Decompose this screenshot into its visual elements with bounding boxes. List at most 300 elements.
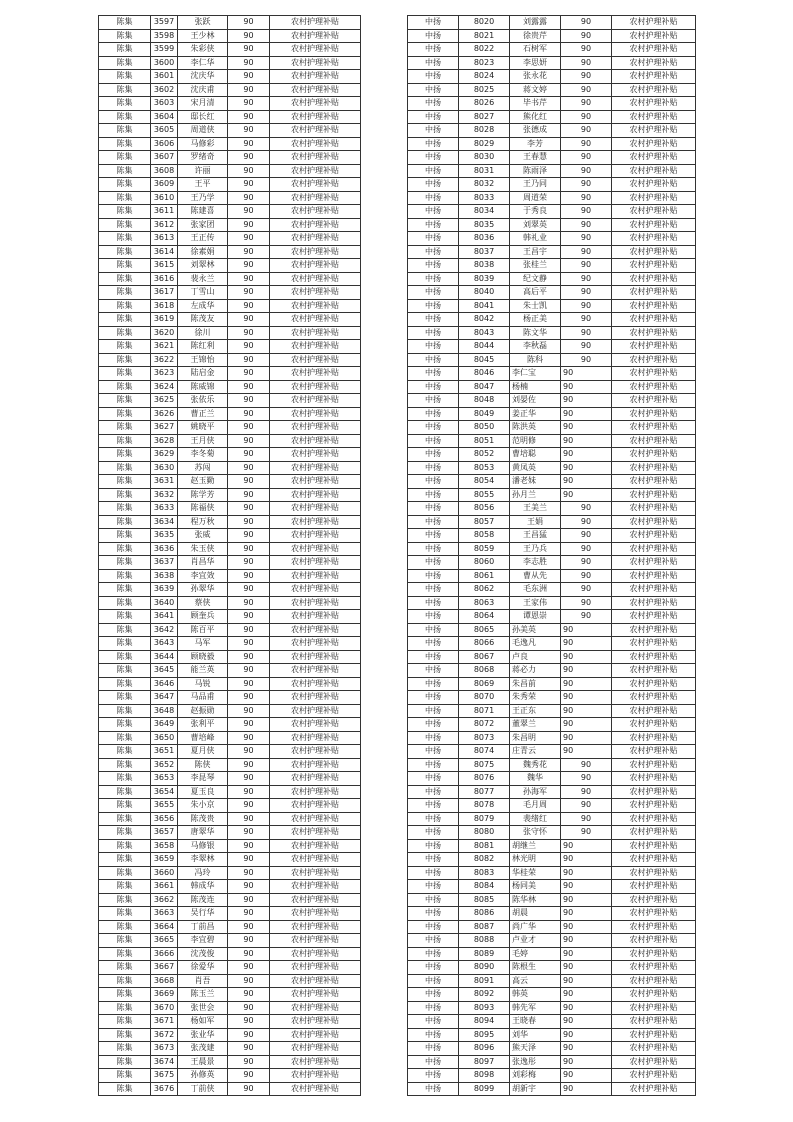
village-cell: 中扬 xyxy=(408,137,459,151)
type-cell: 农村护理补贴 xyxy=(270,97,361,111)
id-cell: 8078 xyxy=(459,799,510,813)
id-cell: 3607 xyxy=(151,151,178,165)
table-row xyxy=(99,475,361,489)
id-cell: 8038 xyxy=(459,259,510,273)
village-cell: 中扬 xyxy=(408,313,459,327)
type-cell: 农村护理补贴 xyxy=(270,596,361,610)
type-cell: 农村护理补贴 xyxy=(612,1069,696,1083)
name-cell: 邸长红 xyxy=(178,110,228,124)
village-cell: 陈集 xyxy=(99,421,151,435)
table-row xyxy=(408,110,696,124)
name-cell: 苏闯 xyxy=(178,461,228,475)
village-cell: 中扬 xyxy=(408,488,459,502)
type-cell: 农村护理补贴 xyxy=(270,137,361,151)
name-cell: 张利平 xyxy=(178,718,228,732)
amount-cell: 90 xyxy=(561,907,612,921)
name-cell: 丁前侠 xyxy=(178,1082,228,1096)
name-cell: 罗绪奇 xyxy=(178,151,228,165)
id-cell: 8021 xyxy=(459,29,510,43)
type-cell: 农村护理补贴 xyxy=(270,178,361,192)
type-cell: 农村护理补贴 xyxy=(612,137,696,151)
amount-cell: 90 xyxy=(561,515,612,529)
amount-cell: 90 xyxy=(561,313,612,327)
amount-cell: 90 xyxy=(228,83,270,97)
village-cell: 中扬 xyxy=(408,434,459,448)
table-row xyxy=(408,367,696,381)
id-cell: 3613 xyxy=(151,232,178,246)
id-cell: 3611 xyxy=(151,205,178,219)
village-cell: 陈集 xyxy=(99,596,151,610)
table-row xyxy=(408,596,696,610)
name-cell: 马品甫 xyxy=(178,691,228,705)
table-row xyxy=(408,758,696,772)
name-cell: 顾奎兵 xyxy=(178,610,228,624)
table-row xyxy=(99,812,361,826)
village-cell: 陈集 xyxy=(99,70,151,84)
table-row xyxy=(99,758,361,772)
name-cell: 刘华 xyxy=(510,1028,561,1042)
type-cell: 农村护理补贴 xyxy=(612,326,696,340)
name-cell: 韩礼业 xyxy=(510,232,561,246)
village-cell: 中扬 xyxy=(408,394,459,408)
id-cell: 3660 xyxy=(151,866,178,880)
village-cell: 陈集 xyxy=(99,866,151,880)
name-cell: 朱昌明 xyxy=(510,731,561,745)
table-row xyxy=(99,56,361,70)
type-cell: 农村护理补贴 xyxy=(612,407,696,421)
type-cell: 农村护理补贴 xyxy=(612,799,696,813)
table-row xyxy=(99,434,361,448)
name-cell: 朱玉侠 xyxy=(178,542,228,556)
village-cell: 中扬 xyxy=(408,272,459,286)
amount-cell: 90 xyxy=(561,394,612,408)
amount-cell: 90 xyxy=(561,70,612,84)
type-cell: 农村护理补贴 xyxy=(612,394,696,408)
id-cell: 8046 xyxy=(459,367,510,381)
village-cell: 中扬 xyxy=(408,1015,459,1029)
amount-cell: 90 xyxy=(228,839,270,853)
amount-cell: 90 xyxy=(561,1015,612,1029)
name-cell: 陈玉兰 xyxy=(178,988,228,1002)
type-cell: 农村护理补贴 xyxy=(612,853,696,867)
village-cell: 中扬 xyxy=(408,691,459,705)
amount-cell: 90 xyxy=(228,812,270,826)
id-cell: 8060 xyxy=(459,556,510,570)
name-cell: 朱彩侠 xyxy=(178,43,228,57)
amount-cell: 90 xyxy=(561,16,612,30)
village-cell: 中扬 xyxy=(408,1001,459,1015)
type-cell: 农村护理补贴 xyxy=(270,839,361,853)
amount-cell: 90 xyxy=(228,380,270,394)
type-cell: 农村护理补贴 xyxy=(270,893,361,907)
amount-cell: 90 xyxy=(561,826,612,840)
village-cell: 陈集 xyxy=(99,677,151,691)
name-cell: 徐川 xyxy=(178,326,228,340)
id-cell: 8098 xyxy=(459,1069,510,1083)
name-cell: 陈百平 xyxy=(178,623,228,637)
amount-cell: 90 xyxy=(228,1001,270,1015)
type-cell: 农村护理补贴 xyxy=(270,259,361,273)
id-cell: 8054 xyxy=(459,475,510,489)
village-cell: 陈集 xyxy=(99,502,151,516)
name-cell: 孙修英 xyxy=(178,1069,228,1083)
id-cell: 8080 xyxy=(459,826,510,840)
village-cell: 陈集 xyxy=(99,961,151,975)
type-cell: 农村护理补贴 xyxy=(270,326,361,340)
village-cell: 陈集 xyxy=(99,299,151,313)
village-cell: 陈集 xyxy=(99,124,151,138)
id-cell: 8072 xyxy=(459,718,510,732)
id-cell: 3636 xyxy=(151,542,178,556)
id-cell: 8030 xyxy=(459,151,510,165)
village-cell: 陈集 xyxy=(99,799,151,813)
id-cell: 8096 xyxy=(459,1042,510,1056)
name-cell: 陆启金 xyxy=(178,367,228,381)
amount-cell: 90 xyxy=(228,1028,270,1042)
village-cell: 中扬 xyxy=(408,286,459,300)
village-cell: 陈集 xyxy=(99,610,151,624)
village-cell: 陈集 xyxy=(99,542,151,556)
village-cell: 中扬 xyxy=(408,1028,459,1042)
amount-cell: 90 xyxy=(228,164,270,178)
name-cell: 陈红利 xyxy=(178,340,228,354)
type-cell: 农村护理补贴 xyxy=(270,785,361,799)
amount-cell: 90 xyxy=(228,718,270,732)
id-cell: 8049 xyxy=(459,407,510,421)
amount-cell: 90 xyxy=(228,745,270,759)
table-row xyxy=(99,29,361,43)
name-cell: 夏月侠 xyxy=(178,745,228,759)
village-cell: 陈集 xyxy=(99,785,151,799)
amount-cell: 90 xyxy=(228,853,270,867)
amount-cell: 90 xyxy=(228,137,270,151)
id-cell: 3601 xyxy=(151,70,178,84)
type-cell: 农村护理补贴 xyxy=(612,178,696,192)
id-cell: 8082 xyxy=(459,853,510,867)
name-cell: 刘彩梅 xyxy=(510,1069,561,1083)
name-cell: 陈雨泽 xyxy=(510,164,561,178)
type-cell: 农村护理补贴 xyxy=(270,286,361,300)
name-cell: 马修彩 xyxy=(178,137,228,151)
name-cell: 李昆琴 xyxy=(178,772,228,786)
id-cell: 8056 xyxy=(459,502,510,516)
amount-cell: 90 xyxy=(228,124,270,138)
name-cell: 肖吾 xyxy=(178,974,228,988)
village-cell: 陈集 xyxy=(99,1055,151,1069)
name-cell: 张家团 xyxy=(178,218,228,232)
name-cell: 夏玉良 xyxy=(178,785,228,799)
amount-cell: 90 xyxy=(561,799,612,813)
village-cell: 中扬 xyxy=(408,812,459,826)
table-row xyxy=(99,178,361,192)
table-row xyxy=(99,461,361,475)
id-cell: 8025 xyxy=(459,83,510,97)
type-cell: 农村护理补贴 xyxy=(612,907,696,921)
id-cell: 8062 xyxy=(459,583,510,597)
name-cell: 王少林 xyxy=(178,29,228,43)
village-cell: 中扬 xyxy=(408,556,459,570)
amount-cell: 90 xyxy=(561,29,612,43)
village-cell: 陈集 xyxy=(99,880,151,894)
table-row xyxy=(99,272,361,286)
amount-cell: 90 xyxy=(228,515,270,529)
type-cell: 农村护理补贴 xyxy=(270,610,361,624)
amount-cell: 90 xyxy=(228,70,270,84)
type-cell: 农村护理补贴 xyxy=(612,866,696,880)
name-cell: 熊化红 xyxy=(510,110,561,124)
type-cell: 农村护理补贴 xyxy=(270,637,361,651)
type-cell: 农村护理补贴 xyxy=(612,286,696,300)
amount-cell: 90 xyxy=(228,367,270,381)
id-cell: 8043 xyxy=(459,326,510,340)
table-row xyxy=(408,866,696,880)
id-cell: 8086 xyxy=(459,907,510,921)
amount-cell: 90 xyxy=(228,1082,270,1096)
table-row xyxy=(99,394,361,408)
amount-cell: 90 xyxy=(561,542,612,556)
village-cell: 陈集 xyxy=(99,772,151,786)
village-cell: 陈集 xyxy=(99,461,151,475)
village-cell: 中扬 xyxy=(408,610,459,624)
village-cell: 陈集 xyxy=(99,758,151,772)
type-cell: 农村护理补贴 xyxy=(270,664,361,678)
type-cell: 农村护理补贴 xyxy=(612,839,696,853)
name-cell: 毛东洲 xyxy=(510,583,561,597)
id-cell: 3628 xyxy=(151,434,178,448)
table-row xyxy=(99,326,361,340)
name-cell: 蒋文婷 xyxy=(510,83,561,97)
village-cell: 中扬 xyxy=(408,988,459,1002)
amount-cell: 90 xyxy=(561,623,612,637)
amount-cell: 90 xyxy=(228,286,270,300)
village-cell: 陈集 xyxy=(99,83,151,97)
name-cell: 李芳 xyxy=(510,137,561,151)
type-cell: 农村护理补贴 xyxy=(612,367,696,381)
amount-cell: 90 xyxy=(228,880,270,894)
name-cell: 韩英 xyxy=(510,988,561,1002)
type-cell: 农村护理补贴 xyxy=(270,191,361,205)
village-cell: 陈集 xyxy=(99,205,151,219)
name-cell: 杨如军 xyxy=(178,1015,228,1029)
id-cell: 8042 xyxy=(459,313,510,327)
name-cell: 宋月清 xyxy=(178,97,228,111)
name-cell: 胡晨 xyxy=(510,907,561,921)
amount-cell: 90 xyxy=(561,164,612,178)
amount-cell: 90 xyxy=(561,1001,612,1015)
village-cell: 陈集 xyxy=(99,1082,151,1096)
amount-cell: 90 xyxy=(228,461,270,475)
type-cell: 农村护理补贴 xyxy=(270,907,361,921)
village-cell: 中扬 xyxy=(408,947,459,961)
type-cell: 农村护理补贴 xyxy=(270,340,361,354)
amount-cell: 90 xyxy=(561,529,612,543)
table-row xyxy=(99,596,361,610)
id-cell: 8091 xyxy=(459,974,510,988)
name-cell: 李秋磊 xyxy=(510,340,561,354)
right-subsidy-table xyxy=(407,15,696,1096)
amount-cell: 90 xyxy=(561,124,612,138)
table-row xyxy=(408,623,696,637)
table-row xyxy=(99,70,361,84)
village-cell: 陈集 xyxy=(99,988,151,1002)
amount-cell: 90 xyxy=(561,758,612,772)
type-cell: 农村护理补贴 xyxy=(612,1001,696,1015)
amount-cell: 90 xyxy=(561,286,612,300)
type-cell: 农村护理补贴 xyxy=(612,880,696,894)
table-row xyxy=(99,785,361,799)
id-cell: 3609 xyxy=(151,178,178,192)
type-cell: 农村护理补贴 xyxy=(612,718,696,732)
id-cell: 3622 xyxy=(151,353,178,367)
village-cell: 中扬 xyxy=(408,259,459,273)
village-cell: 中扬 xyxy=(408,583,459,597)
amount-cell: 90 xyxy=(228,731,270,745)
name-cell: 张跃 xyxy=(178,16,228,30)
amount-cell: 90 xyxy=(561,839,612,853)
village-cell: 中扬 xyxy=(408,542,459,556)
table-row xyxy=(408,272,696,286)
type-cell: 农村护理补贴 xyxy=(270,1082,361,1096)
village-cell: 中扬 xyxy=(408,799,459,813)
village-cell: 中扬 xyxy=(408,1055,459,1069)
amount-cell: 90 xyxy=(228,502,270,516)
name-cell: 王月侠 xyxy=(178,434,228,448)
type-cell: 农村护理补贴 xyxy=(270,515,361,529)
table-row xyxy=(408,340,696,354)
type-cell: 农村护理补贴 xyxy=(270,502,361,516)
table-row xyxy=(99,164,361,178)
table-row xyxy=(408,326,696,340)
amount-cell: 90 xyxy=(228,110,270,124)
type-cell: 农村护理补贴 xyxy=(612,785,696,799)
amount-cell: 90 xyxy=(561,880,612,894)
village-cell: 陈集 xyxy=(99,907,151,921)
amount-cell: 90 xyxy=(228,29,270,43)
id-cell: 3605 xyxy=(151,124,178,138)
type-cell: 农村护理补贴 xyxy=(270,56,361,70)
table-row xyxy=(99,664,361,678)
name-cell: 李仁宝 xyxy=(510,367,561,381)
id-cell: 3631 xyxy=(151,475,178,489)
id-cell: 3616 xyxy=(151,272,178,286)
type-cell: 农村护理补贴 xyxy=(612,961,696,975)
village-cell: 中扬 xyxy=(408,83,459,97)
type-cell: 农村护理补贴 xyxy=(612,1082,696,1096)
amount-cell: 90 xyxy=(561,556,612,570)
type-cell: 农村护理补贴 xyxy=(612,205,696,219)
type-cell: 农村护理补贴 xyxy=(612,623,696,637)
table-row xyxy=(408,83,696,97)
table-row xyxy=(99,839,361,853)
name-cell: 李志胜 xyxy=(510,556,561,570)
table-row xyxy=(99,380,361,394)
table-row xyxy=(408,677,696,691)
left-subsidy-table xyxy=(98,15,361,1096)
amount-cell: 90 xyxy=(561,151,612,165)
name-cell: 高后平 xyxy=(510,286,561,300)
amount-cell: 90 xyxy=(228,272,270,286)
village-cell: 中扬 xyxy=(408,745,459,759)
table-row xyxy=(99,1015,361,1029)
name-cell: 熊天泽 xyxy=(510,1042,561,1056)
table-row xyxy=(99,650,361,664)
name-cell: 陈侠 xyxy=(178,758,228,772)
amount-cell: 90 xyxy=(228,43,270,57)
amount-cell: 90 xyxy=(228,920,270,934)
table-row xyxy=(408,1055,696,1069)
village-cell: 中扬 xyxy=(408,326,459,340)
id-cell: 3627 xyxy=(151,421,178,435)
amount-cell: 90 xyxy=(561,488,612,502)
id-cell: 8026 xyxy=(459,97,510,111)
id-cell: 8035 xyxy=(459,218,510,232)
table-row xyxy=(99,299,361,313)
name-cell: 朱士凯 xyxy=(510,299,561,313)
id-cell: 3665 xyxy=(151,934,178,948)
id-cell: 3614 xyxy=(151,245,178,259)
amount-cell: 90 xyxy=(561,191,612,205)
table-row xyxy=(408,569,696,583)
name-cell: 李思妍 xyxy=(510,56,561,70)
table-row xyxy=(408,259,696,273)
amount-cell: 90 xyxy=(561,380,612,394)
table-row xyxy=(99,866,361,880)
type-cell: 农村护理补贴 xyxy=(270,880,361,894)
name-cell: 李翠林 xyxy=(178,853,228,867)
id-cell: 8083 xyxy=(459,866,510,880)
table-row xyxy=(408,164,696,178)
type-cell: 农村护理补贴 xyxy=(270,1055,361,1069)
name-cell: 沈茂俊 xyxy=(178,947,228,961)
amount-cell: 90 xyxy=(228,569,270,583)
table-row xyxy=(99,974,361,988)
table-row xyxy=(408,124,696,138)
type-cell: 农村护理补贴 xyxy=(612,83,696,97)
village-cell: 中扬 xyxy=(408,56,459,70)
id-cell: 8088 xyxy=(459,934,510,948)
amount-cell: 90 xyxy=(561,178,612,192)
village-cell: 中扬 xyxy=(408,218,459,232)
village-cell: 中扬 xyxy=(408,164,459,178)
table-row xyxy=(408,137,696,151)
table-row xyxy=(408,650,696,664)
amount-cell: 90 xyxy=(561,245,612,259)
table-row xyxy=(408,97,696,111)
table-row xyxy=(408,151,696,165)
id-cell: 8040 xyxy=(459,286,510,300)
id-cell: 3644 xyxy=(151,650,178,664)
id-cell: 8087 xyxy=(459,920,510,934)
table-row xyxy=(99,745,361,759)
village-cell: 陈集 xyxy=(99,1069,151,1083)
name-cell: 肖昌华 xyxy=(178,556,228,570)
table-row xyxy=(408,826,696,840)
name-cell: 徐贵芹 xyxy=(510,29,561,43)
id-cell: 3655 xyxy=(151,799,178,813)
type-cell: 农村护理补贴 xyxy=(612,151,696,165)
amount-cell: 90 xyxy=(228,56,270,70)
amount-cell: 90 xyxy=(561,650,612,664)
id-cell: 3641 xyxy=(151,610,178,624)
name-cell: 陈茂贵 xyxy=(178,812,228,826)
amount-cell: 90 xyxy=(561,1055,612,1069)
village-cell: 中扬 xyxy=(408,205,459,219)
type-cell: 农村护理补贴 xyxy=(612,272,696,286)
type-cell: 农村护理补贴 xyxy=(270,529,361,543)
amount-cell: 90 xyxy=(228,340,270,354)
table-row xyxy=(408,745,696,759)
name-cell: 韩先军 xyxy=(510,1001,561,1015)
